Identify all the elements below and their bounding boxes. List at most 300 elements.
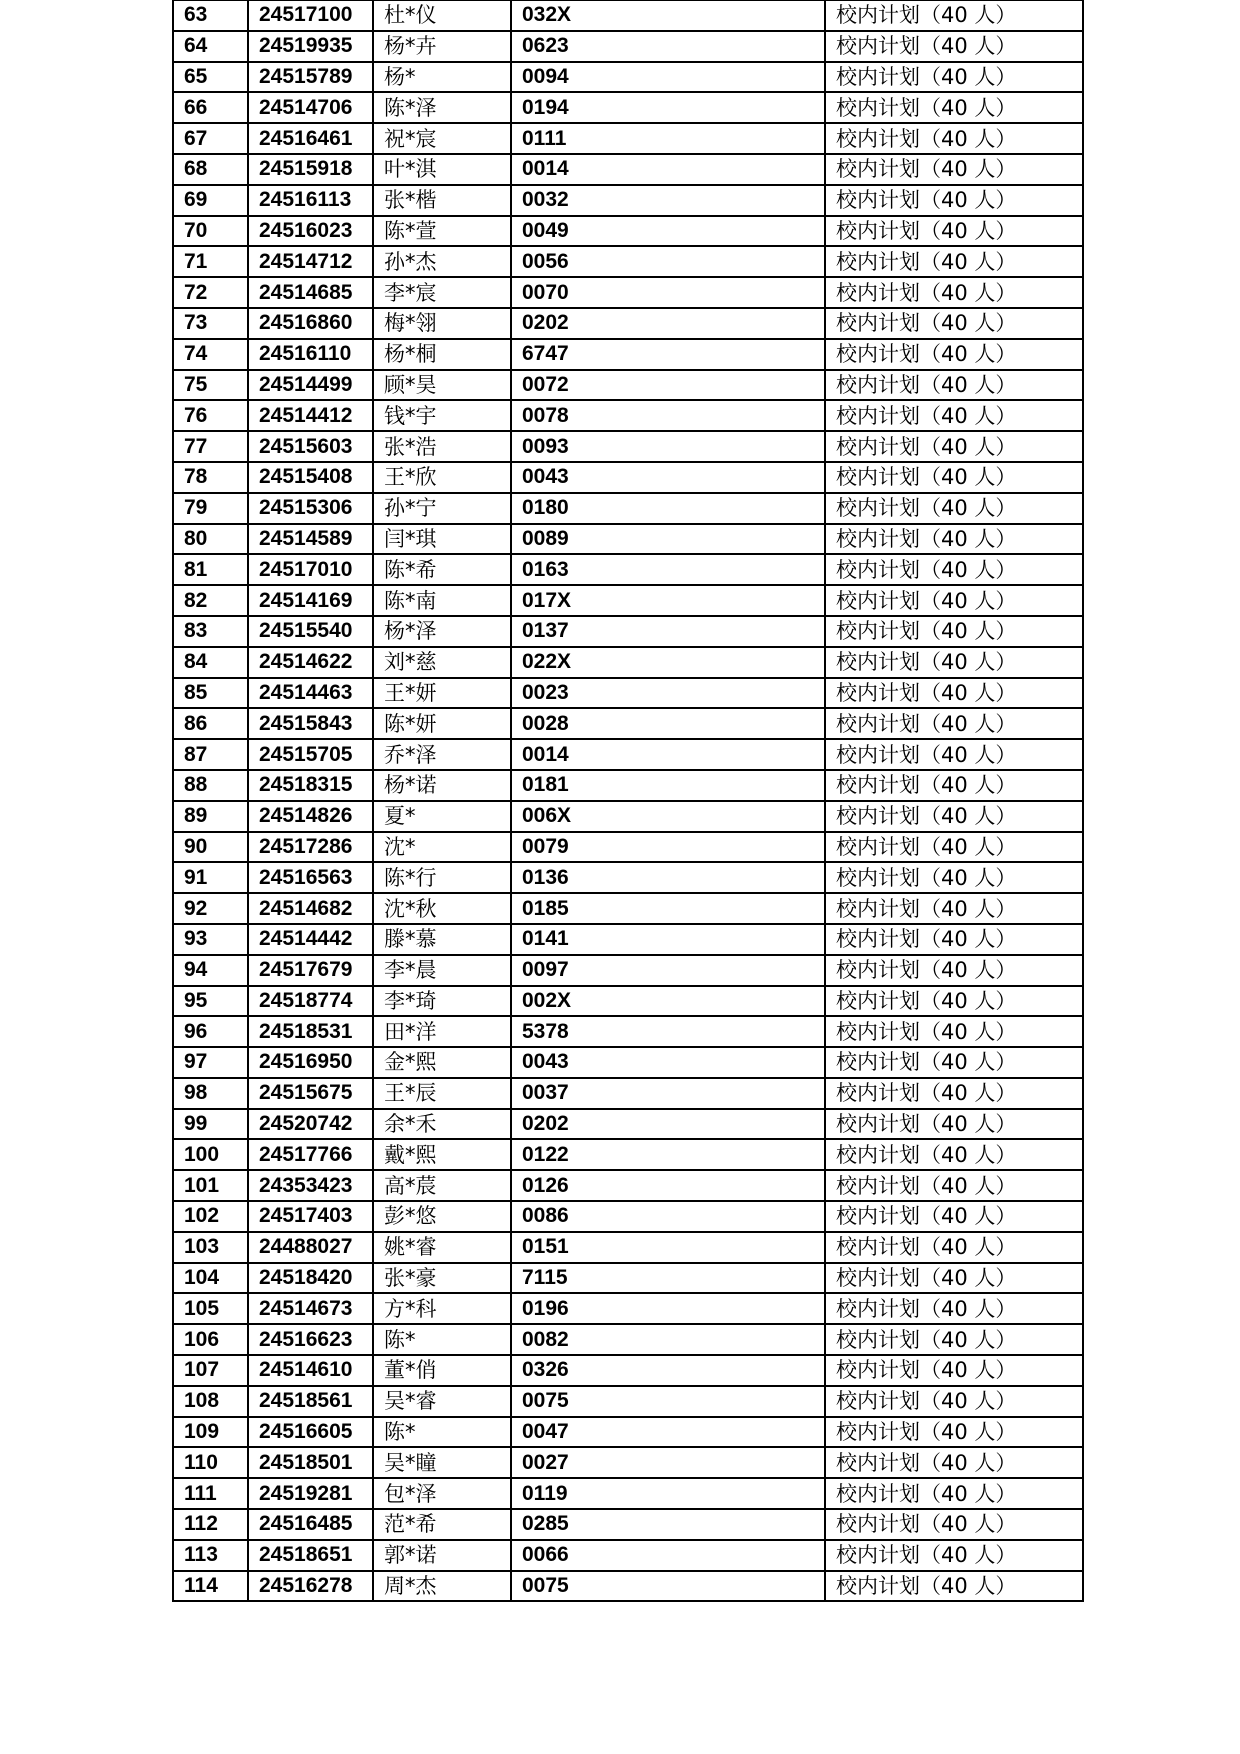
id-suffix-cell: 0014 bbox=[511, 154, 825, 185]
row-index-cell: 103 bbox=[173, 1232, 248, 1263]
plan-cell: 校内计划（40 人） bbox=[825, 216, 1083, 247]
student-name-cell: 孙*宁 bbox=[373, 493, 511, 524]
student-name-cell: 张*浩 bbox=[373, 431, 511, 462]
id-suffix-cell: 022X bbox=[511, 647, 825, 678]
id-suffix-cell: 0075 bbox=[511, 1571, 825, 1602]
row-index-cell: 91 bbox=[173, 862, 248, 893]
row-index-cell: 108 bbox=[173, 1386, 248, 1417]
student-name-cell: 陈*南 bbox=[373, 585, 511, 616]
row-index-cell: 93 bbox=[173, 924, 248, 955]
table-row bbox=[173, 924, 1083, 955]
table-row bbox=[173, 1386, 1083, 1417]
student-id-cell: 24519281 bbox=[248, 1478, 373, 1509]
row-index-cell: 81 bbox=[173, 554, 248, 585]
row-index-cell: 67 bbox=[173, 123, 248, 154]
plan-cell: 校内计划（40 人） bbox=[825, 554, 1083, 585]
plan-cell: 校内计划（40 人） bbox=[825, 1201, 1083, 1232]
row-index-cell: 70 bbox=[173, 216, 248, 247]
student-name-cell: 滕*慕 bbox=[373, 924, 511, 955]
plan-cell: 校内计划（40 人） bbox=[825, 708, 1083, 739]
row-index-cell: 90 bbox=[173, 832, 248, 863]
plan-cell: 校内计划（40 人） bbox=[825, 1447, 1083, 1478]
id-suffix-cell: 0032 bbox=[511, 185, 825, 216]
student-name-cell: 田*洋 bbox=[373, 1016, 511, 1047]
plan-cell: 校内计划（40 人） bbox=[825, 123, 1083, 154]
student-id-cell: 24514442 bbox=[248, 924, 373, 955]
table-row bbox=[173, 986, 1083, 1017]
table-row bbox=[173, 708, 1083, 739]
table-row bbox=[173, 1355, 1083, 1386]
student-name-cell: 祝*宸 bbox=[373, 123, 511, 154]
student-name-cell: 顾*昊 bbox=[373, 370, 511, 401]
row-index-cell: 89 bbox=[173, 801, 248, 832]
row-index-cell: 97 bbox=[173, 1047, 248, 1078]
student-id-cell: 24518651 bbox=[248, 1540, 373, 1571]
table-row bbox=[173, 370, 1083, 401]
student-name-cell: 李*晨 bbox=[373, 955, 511, 986]
student-id-cell: 24516023 bbox=[248, 216, 373, 247]
row-index-cell: 96 bbox=[173, 1016, 248, 1047]
student-name-cell: 戴*熙 bbox=[373, 1139, 511, 1170]
row-index-cell: 98 bbox=[173, 1078, 248, 1109]
table-row bbox=[173, 1324, 1083, 1355]
table-row bbox=[173, 92, 1083, 123]
row-index-cell: 106 bbox=[173, 1324, 248, 1355]
id-suffix-cell: 0136 bbox=[511, 862, 825, 893]
student-id-cell: 24516278 bbox=[248, 1571, 373, 1602]
student-name-cell: 闫*琪 bbox=[373, 524, 511, 555]
plan-cell: 校内计划（40 人） bbox=[825, 955, 1083, 986]
id-suffix-cell: 0056 bbox=[511, 246, 825, 277]
student-name-cell: 彭*悠 bbox=[373, 1201, 511, 1232]
row-index-cell: 69 bbox=[173, 185, 248, 216]
plan-cell: 校内计划（40 人） bbox=[825, 647, 1083, 678]
student-name-cell: 周*杰 bbox=[373, 1571, 511, 1602]
id-suffix-cell: 0043 bbox=[511, 1047, 825, 1078]
table-row bbox=[173, 955, 1083, 986]
table-row bbox=[173, 246, 1083, 277]
plan-cell: 校内计划（40 人） bbox=[825, 1078, 1083, 1109]
student-name-cell: 郭*诺 bbox=[373, 1540, 511, 1571]
table-row bbox=[173, 1201, 1083, 1232]
table-row bbox=[173, 616, 1083, 647]
student-name-cell: 夏* bbox=[373, 801, 511, 832]
plan-cell: 校内计划（40 人） bbox=[825, 462, 1083, 493]
row-index-cell: 65 bbox=[173, 62, 248, 93]
plan-cell: 校内计划（40 人） bbox=[825, 92, 1083, 123]
student-name-cell: 梅*翎 bbox=[373, 308, 511, 339]
plan-cell: 校内计划（40 人） bbox=[825, 154, 1083, 185]
plan-cell: 校内计划（40 人） bbox=[825, 1109, 1083, 1140]
table-row bbox=[173, 832, 1083, 863]
row-index-cell: 112 bbox=[173, 1509, 248, 1540]
student-id-cell: 24518561 bbox=[248, 1386, 373, 1417]
row-index-cell: 82 bbox=[173, 585, 248, 616]
table-row bbox=[173, 62, 1083, 93]
student-name-cell: 李*琦 bbox=[373, 986, 511, 1017]
table-row bbox=[173, 462, 1083, 493]
student-id-cell: 24515540 bbox=[248, 616, 373, 647]
student-name-cell: 陈*泽 bbox=[373, 92, 511, 123]
student-id-cell: 24353423 bbox=[248, 1170, 373, 1201]
student-id-cell: 24514673 bbox=[248, 1293, 373, 1324]
id-suffix-cell: 0043 bbox=[511, 462, 825, 493]
id-suffix-cell: 0122 bbox=[511, 1139, 825, 1170]
student-id-cell: 24514412 bbox=[248, 400, 373, 431]
student-name-cell: 余*禾 bbox=[373, 1109, 511, 1140]
table-row bbox=[173, 1293, 1083, 1324]
student-id-cell: 24516605 bbox=[248, 1417, 373, 1448]
student-id-cell: 24514682 bbox=[248, 893, 373, 924]
plan-cell: 校内计划（40 人） bbox=[825, 1047, 1083, 1078]
student-id-cell: 24518501 bbox=[248, 1447, 373, 1478]
student-id-cell: 24514685 bbox=[248, 277, 373, 308]
id-suffix-cell: 032X bbox=[511, 0, 825, 31]
row-index-cell: 99 bbox=[173, 1109, 248, 1140]
table-row bbox=[173, 31, 1083, 62]
row-index-cell: 72 bbox=[173, 277, 248, 308]
student-name-cell: 包*泽 bbox=[373, 1478, 511, 1509]
student-name-cell: 刘*慈 bbox=[373, 647, 511, 678]
id-suffix-cell: 0185 bbox=[511, 893, 825, 924]
plan-cell: 校内计划（40 人） bbox=[825, 31, 1083, 62]
student-name-cell: 金*熙 bbox=[373, 1047, 511, 1078]
row-index-cell: 87 bbox=[173, 739, 248, 770]
row-index-cell: 105 bbox=[173, 1293, 248, 1324]
student-name-cell: 沈*秋 bbox=[373, 893, 511, 924]
table-row bbox=[173, 1139, 1083, 1170]
student-id-cell: 24515843 bbox=[248, 708, 373, 739]
id-suffix-cell: 0285 bbox=[511, 1509, 825, 1540]
student-name-cell: 吴*瞳 bbox=[373, 1447, 511, 1478]
table-row bbox=[173, 770, 1083, 801]
plan-cell: 校内计划（40 人） bbox=[825, 862, 1083, 893]
table-row bbox=[173, 308, 1083, 339]
id-suffix-cell: 006X bbox=[511, 801, 825, 832]
row-index-cell: 88 bbox=[173, 770, 248, 801]
table-row bbox=[173, 185, 1083, 216]
table-row bbox=[173, 1263, 1083, 1294]
student-name-cell: 王*妍 bbox=[373, 678, 511, 709]
plan-cell: 校内计划（40 人） bbox=[825, 1324, 1083, 1355]
row-index-cell: 92 bbox=[173, 893, 248, 924]
row-index-cell: 100 bbox=[173, 1139, 248, 1170]
student-id-cell: 24488027 bbox=[248, 1232, 373, 1263]
plan-cell: 校内计划（40 人） bbox=[825, 1263, 1083, 1294]
row-index-cell: 84 bbox=[173, 647, 248, 678]
student-id-cell: 24516110 bbox=[248, 339, 373, 370]
table-row bbox=[173, 1417, 1083, 1448]
student-id-cell: 24516113 bbox=[248, 185, 373, 216]
student-id-cell: 24515705 bbox=[248, 739, 373, 770]
student-id-cell: 24518420 bbox=[248, 1263, 373, 1294]
student-id-cell: 24515675 bbox=[248, 1078, 373, 1109]
student-id-cell: 24519935 bbox=[248, 31, 373, 62]
student-name-cell: 李*宸 bbox=[373, 277, 511, 308]
id-suffix-cell: 0151 bbox=[511, 1232, 825, 1263]
row-index-cell: 101 bbox=[173, 1170, 248, 1201]
id-suffix-cell: 0126 bbox=[511, 1170, 825, 1201]
student-roster-table bbox=[172, 0, 1084, 1602]
student-name-cell: 陈*行 bbox=[373, 862, 511, 893]
id-suffix-cell: 0093 bbox=[511, 431, 825, 462]
student-id-cell: 24517403 bbox=[248, 1201, 373, 1232]
plan-cell: 校内计划（40 人） bbox=[825, 400, 1083, 431]
id-suffix-cell: 0082 bbox=[511, 1324, 825, 1355]
row-index-cell: 113 bbox=[173, 1540, 248, 1571]
plan-cell: 校内计划（40 人） bbox=[825, 1540, 1083, 1571]
id-suffix-cell: 0028 bbox=[511, 708, 825, 739]
row-index-cell: 95 bbox=[173, 986, 248, 1017]
student-id-cell: 24514499 bbox=[248, 370, 373, 401]
id-suffix-cell: 0027 bbox=[511, 1447, 825, 1478]
id-suffix-cell: 002X bbox=[511, 986, 825, 1017]
id-suffix-cell: 0014 bbox=[511, 739, 825, 770]
table-row bbox=[173, 154, 1083, 185]
plan-cell: 校内计划（40 人） bbox=[825, 339, 1083, 370]
student-name-cell: 乔*泽 bbox=[373, 739, 511, 770]
table-row bbox=[173, 524, 1083, 555]
table-row bbox=[173, 431, 1083, 462]
row-index-cell: 74 bbox=[173, 339, 248, 370]
student-id-cell: 24517100 bbox=[248, 0, 373, 31]
student-name-cell: 杨*桐 bbox=[373, 339, 511, 370]
plan-cell: 校内计划（40 人） bbox=[825, 770, 1083, 801]
id-suffix-cell: 0070 bbox=[511, 277, 825, 308]
plan-cell: 校内计划（40 人） bbox=[825, 1232, 1083, 1263]
student-id-cell: 24515789 bbox=[248, 62, 373, 93]
id-suffix-cell: 0047 bbox=[511, 1417, 825, 1448]
student-name-cell: 陈* bbox=[373, 1324, 511, 1355]
table-row bbox=[173, 739, 1083, 770]
plan-cell: 校内计划（40 人） bbox=[825, 246, 1083, 277]
student-id-cell: 24516623 bbox=[248, 1324, 373, 1355]
row-index-cell: 78 bbox=[173, 462, 248, 493]
id-suffix-cell: 0049 bbox=[511, 216, 825, 247]
student-name-cell: 王*辰 bbox=[373, 1078, 511, 1109]
student-name-cell: 陈*萱 bbox=[373, 216, 511, 247]
id-suffix-cell: 0181 bbox=[511, 770, 825, 801]
student-id-cell: 24516485 bbox=[248, 1509, 373, 1540]
student-id-cell: 24517286 bbox=[248, 832, 373, 863]
student-id-cell: 24518531 bbox=[248, 1016, 373, 1047]
id-suffix-cell: 0623 bbox=[511, 31, 825, 62]
student-name-cell: 沈* bbox=[373, 832, 511, 863]
student-id-cell: 24516461 bbox=[248, 123, 373, 154]
id-suffix-cell: 0078 bbox=[511, 400, 825, 431]
plan-cell: 校内计划（40 人） bbox=[825, 924, 1083, 955]
student-id-cell: 24517679 bbox=[248, 955, 373, 986]
plan-cell: 校内计划（40 人） bbox=[825, 1478, 1083, 1509]
student-name-cell: 陈*希 bbox=[373, 554, 511, 585]
table-row bbox=[173, 216, 1083, 247]
id-suffix-cell: 0163 bbox=[511, 554, 825, 585]
id-suffix-cell: 0097 bbox=[511, 955, 825, 986]
student-id-cell: 24518315 bbox=[248, 770, 373, 801]
student-id-cell: 24515603 bbox=[248, 431, 373, 462]
plan-cell: 校内计划（40 人） bbox=[825, 308, 1083, 339]
table-row bbox=[173, 801, 1083, 832]
plan-cell: 校内计划（40 人） bbox=[825, 1571, 1083, 1602]
student-name-cell: 叶*淇 bbox=[373, 154, 511, 185]
table-row bbox=[173, 1509, 1083, 1540]
student-name-cell: 张*豪 bbox=[373, 1263, 511, 1294]
id-suffix-cell: 0119 bbox=[511, 1478, 825, 1509]
student-id-cell: 24514169 bbox=[248, 585, 373, 616]
row-index-cell: 114 bbox=[173, 1571, 248, 1602]
student-id-cell: 24514622 bbox=[248, 647, 373, 678]
student-id-cell: 24518774 bbox=[248, 986, 373, 1017]
student-name-cell: 方*科 bbox=[373, 1293, 511, 1324]
student-id-cell: 24514706 bbox=[248, 92, 373, 123]
table-row bbox=[173, 554, 1083, 585]
table-row bbox=[173, 1047, 1083, 1078]
student-name-cell: 孙*杰 bbox=[373, 246, 511, 277]
student-name-cell: 钱*宇 bbox=[373, 400, 511, 431]
table-row bbox=[173, 1447, 1083, 1478]
student-name-cell: 张*楷 bbox=[373, 185, 511, 216]
table-row bbox=[173, 1170, 1083, 1201]
student-id-cell: 24514589 bbox=[248, 524, 373, 555]
student-name-cell: 姚*睿 bbox=[373, 1232, 511, 1263]
table-row bbox=[173, 339, 1083, 370]
plan-cell: 校内计划（40 人） bbox=[825, 893, 1083, 924]
row-index-cell: 71 bbox=[173, 246, 248, 277]
plan-cell: 校内计划（40 人） bbox=[825, 832, 1083, 863]
plan-cell: 校内计划（40 人） bbox=[825, 370, 1083, 401]
roster-table-body bbox=[173, 0, 1083, 1601]
plan-cell: 校内计划（40 人） bbox=[825, 1417, 1083, 1448]
row-index-cell: 110 bbox=[173, 1447, 248, 1478]
id-suffix-cell: 0194 bbox=[511, 92, 825, 123]
student-id-cell: 24520742 bbox=[248, 1109, 373, 1140]
plan-cell: 校内计划（40 人） bbox=[825, 1293, 1083, 1324]
row-index-cell: 109 bbox=[173, 1417, 248, 1448]
student-name-cell: 陈*妍 bbox=[373, 708, 511, 739]
id-suffix-cell: 017X bbox=[511, 585, 825, 616]
id-suffix-cell: 0094 bbox=[511, 62, 825, 93]
plan-cell: 校内计划（40 人） bbox=[825, 1170, 1083, 1201]
plan-cell: 校内计划（40 人） bbox=[825, 277, 1083, 308]
id-suffix-cell: 6747 bbox=[511, 339, 825, 370]
student-name-cell: 范*希 bbox=[373, 1509, 511, 1540]
row-index-cell: 76 bbox=[173, 400, 248, 431]
table-row bbox=[173, 1109, 1083, 1140]
student-name-cell: 杨* bbox=[373, 62, 511, 93]
student-id-cell: 24516950 bbox=[248, 1047, 373, 1078]
id-suffix-cell: 0066 bbox=[511, 1540, 825, 1571]
id-suffix-cell: 0137 bbox=[511, 616, 825, 647]
id-suffix-cell: 0202 bbox=[511, 308, 825, 339]
id-suffix-cell: 0072 bbox=[511, 370, 825, 401]
table-row bbox=[173, 862, 1083, 893]
id-suffix-cell: 0196 bbox=[511, 1293, 825, 1324]
row-index-cell: 68 bbox=[173, 154, 248, 185]
student-name-cell: 高*莀 bbox=[373, 1170, 511, 1201]
student-name-cell: 董*俏 bbox=[373, 1355, 511, 1386]
table-row bbox=[173, 277, 1083, 308]
plan-cell: 校内计划（40 人） bbox=[825, 1139, 1083, 1170]
student-name-cell: 王*欣 bbox=[373, 462, 511, 493]
table-row bbox=[173, 1478, 1083, 1509]
table-row bbox=[173, 493, 1083, 524]
plan-cell: 校内计划（40 人） bbox=[825, 524, 1083, 555]
table-row bbox=[173, 123, 1083, 154]
row-index-cell: 64 bbox=[173, 31, 248, 62]
student-name-cell: 杨*诺 bbox=[373, 770, 511, 801]
table-row bbox=[173, 0, 1083, 31]
plan-cell: 校内计划（40 人） bbox=[825, 493, 1083, 524]
plan-cell: 校内计划（40 人） bbox=[825, 986, 1083, 1017]
id-suffix-cell: 0037 bbox=[511, 1078, 825, 1109]
plan-cell: 校内计划（40 人） bbox=[825, 1386, 1083, 1417]
id-suffix-cell: 5378 bbox=[511, 1016, 825, 1047]
table-row bbox=[173, 1232, 1083, 1263]
plan-cell: 校内计划（40 人） bbox=[825, 62, 1083, 93]
row-index-cell: 79 bbox=[173, 493, 248, 524]
id-suffix-cell: 0075 bbox=[511, 1386, 825, 1417]
student-id-cell: 24515408 bbox=[248, 462, 373, 493]
table-row bbox=[173, 1078, 1083, 1109]
id-suffix-cell: 0141 bbox=[511, 924, 825, 955]
id-suffix-cell: 0086 bbox=[511, 1201, 825, 1232]
row-index-cell: 83 bbox=[173, 616, 248, 647]
plan-cell: 校内计划（40 人） bbox=[825, 1016, 1083, 1047]
student-name-cell: 杜*仪 bbox=[373, 0, 511, 31]
plan-cell: 校内计划（40 人） bbox=[825, 616, 1083, 647]
table-row bbox=[173, 585, 1083, 616]
plan-cell: 校内计划（40 人） bbox=[825, 801, 1083, 832]
row-index-cell: 85 bbox=[173, 678, 248, 709]
plan-cell: 校内计划（40 人） bbox=[825, 1355, 1083, 1386]
table-row bbox=[173, 647, 1083, 678]
row-index-cell: 107 bbox=[173, 1355, 248, 1386]
plan-cell: 校内计划（40 人） bbox=[825, 739, 1083, 770]
plan-cell: 校内计划（40 人） bbox=[825, 0, 1083, 31]
row-index-cell: 77 bbox=[173, 431, 248, 462]
student-id-cell: 24516563 bbox=[248, 862, 373, 893]
table-row bbox=[173, 400, 1083, 431]
table-row bbox=[173, 1540, 1083, 1571]
row-index-cell: 80 bbox=[173, 524, 248, 555]
plan-cell: 校内计划（40 人） bbox=[825, 185, 1083, 216]
plan-cell: 校内计划（40 人） bbox=[825, 431, 1083, 462]
plan-cell: 校内计划（40 人） bbox=[825, 585, 1083, 616]
row-index-cell: 102 bbox=[173, 1201, 248, 1232]
row-index-cell: 63 bbox=[173, 0, 248, 31]
student-name-cell: 吴*睿 bbox=[373, 1386, 511, 1417]
row-index-cell: 75 bbox=[173, 370, 248, 401]
row-index-cell: 94 bbox=[173, 955, 248, 986]
id-suffix-cell: 7115 bbox=[511, 1263, 825, 1294]
plan-cell: 校内计划（40 人） bbox=[825, 1509, 1083, 1540]
id-suffix-cell: 0079 bbox=[511, 832, 825, 863]
student-id-cell: 24514463 bbox=[248, 678, 373, 709]
student-id-cell: 24515918 bbox=[248, 154, 373, 185]
plan-cell: 校内计划（40 人） bbox=[825, 678, 1083, 709]
id-suffix-cell: 0180 bbox=[511, 493, 825, 524]
student-id-cell: 24516860 bbox=[248, 308, 373, 339]
id-suffix-cell: 0023 bbox=[511, 678, 825, 709]
id-suffix-cell: 0326 bbox=[511, 1355, 825, 1386]
student-name-cell: 杨*泽 bbox=[373, 616, 511, 647]
table-row bbox=[173, 1016, 1083, 1047]
student-id-cell: 24515306 bbox=[248, 493, 373, 524]
row-index-cell: 86 bbox=[173, 708, 248, 739]
row-index-cell: 104 bbox=[173, 1263, 248, 1294]
student-name-cell: 陈* bbox=[373, 1417, 511, 1448]
student-id-cell: 24514826 bbox=[248, 801, 373, 832]
